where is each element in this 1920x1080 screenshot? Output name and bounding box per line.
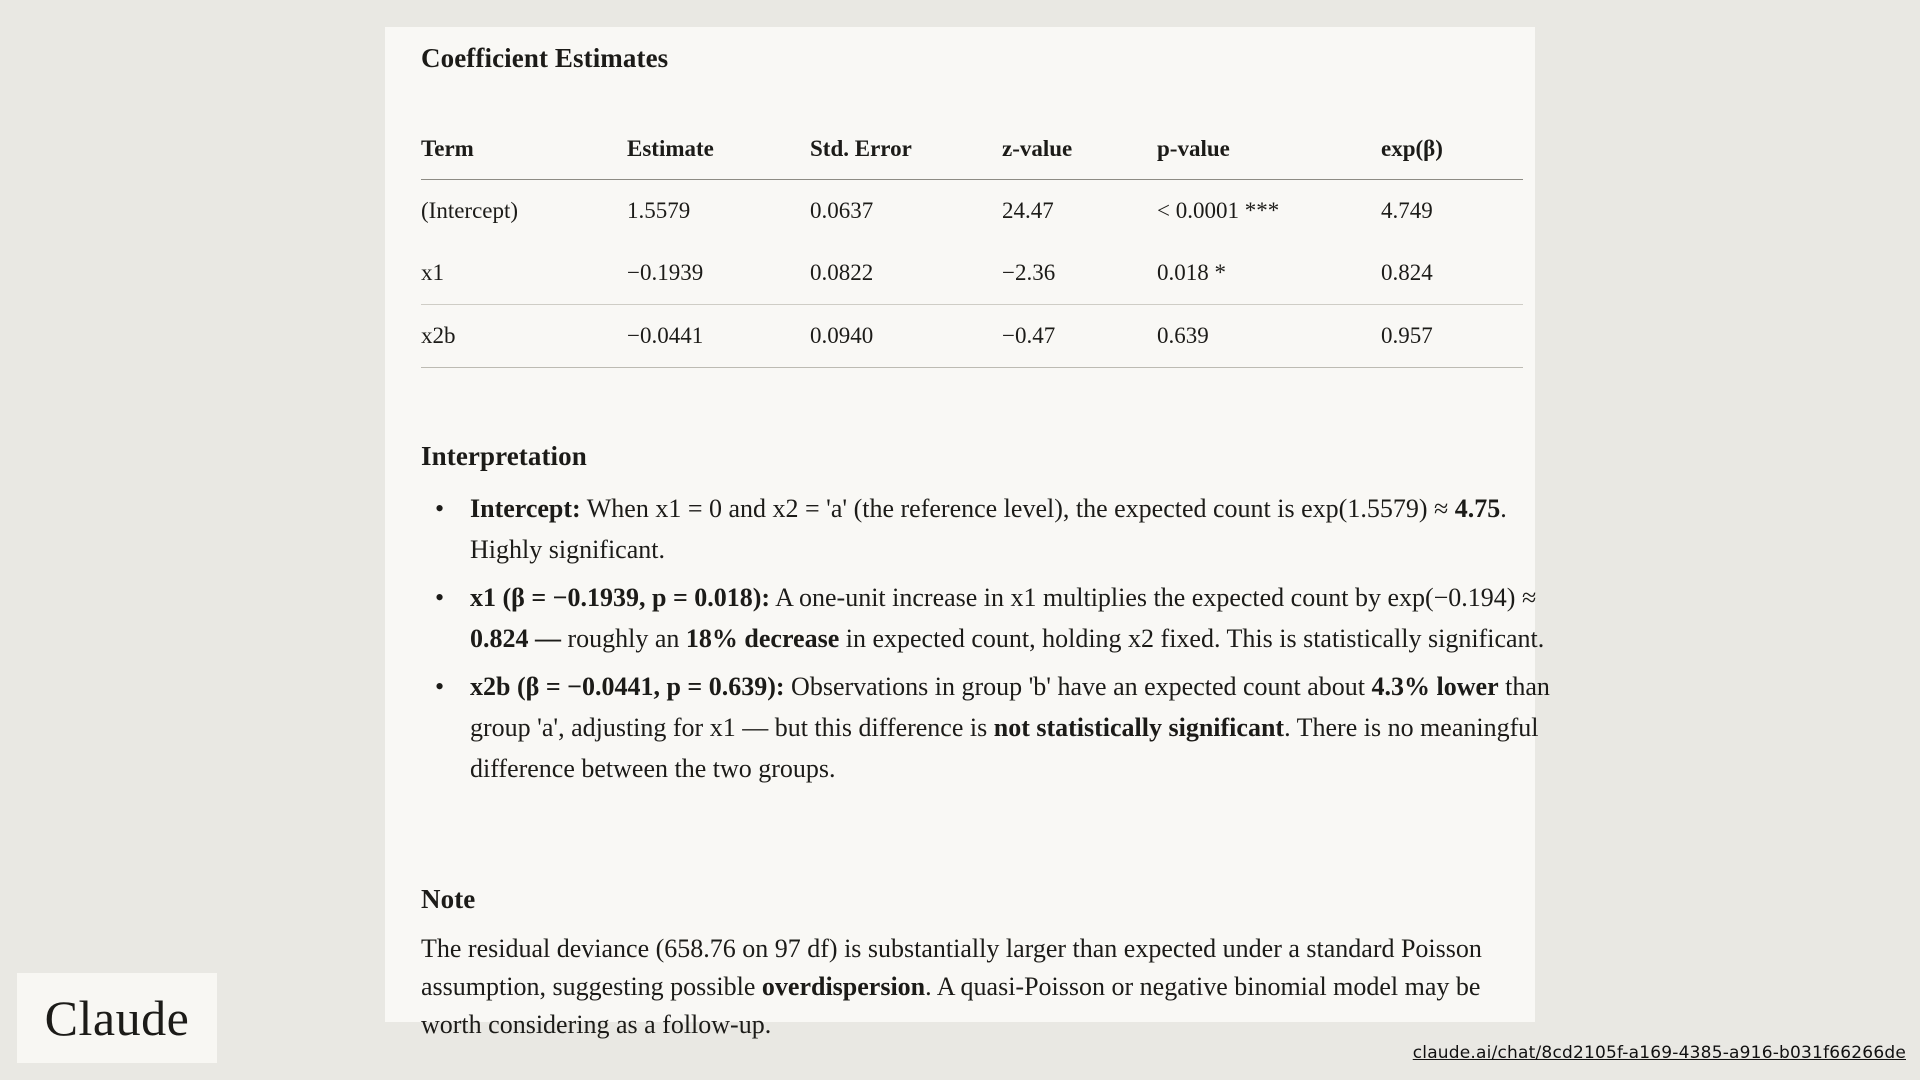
claude-logo: Claude	[17, 973, 217, 1063]
list-item	[435, 666, 1560, 789]
cell-term: x2b	[421, 305, 627, 368]
cell-std-error: 0.0822	[810, 242, 1002, 305]
cell-estimate: −0.0441	[627, 305, 810, 368]
item-bold: 0.824 —	[470, 624, 568, 653]
table-row	[421, 180, 1523, 243]
item-lead: x2b (β = −0.0441, p = 0.639):	[470, 672, 785, 701]
cell-p-value: < 0.0001 ***	[1157, 198, 1280, 223]
cell-exp-beta: 0.824	[1381, 242, 1523, 305]
note-text: . A quasi-Poisson or negative binomial model may be worth considering as a follow-up.	[421, 972, 1481, 1039]
coefficient-estimates-heading: Coefficient Estimates	[421, 43, 669, 73]
cell-exp-beta: 0.957	[1381, 305, 1523, 368]
note-bold: overdispersion	[761, 972, 926, 1001]
header-exp-beta: exp(β)	[1381, 119, 1523, 180]
item-bold: not statistically significant	[993, 713, 1285, 742]
item-text: When x1 = 0 and x2 = 'a' (the reference level), the expected count is exp(1.5579) ≈	[580, 494, 1455, 523]
item-lead: Intercept:	[470, 494, 581, 523]
table-header-row	[421, 119, 1523, 180]
item-text: A one-unit increase in x1 multiplies the expected count by exp(−0.194) ≈	[770, 583, 1537, 612]
item-text: in expected count, holding x2 fixed. This is statistically significant.	[839, 624, 1545, 653]
item-text: . Highly significant.	[470, 494, 1507, 564]
note-paragraph	[421, 930, 1501, 1044]
cell-p-value: 0.639	[1157, 305, 1381, 368]
bullet-marker: •	[435, 672, 445, 701]
list-item	[435, 488, 1560, 570]
cell-z-value: 24.47	[1002, 198, 1054, 223]
item-bold: 18% decrease	[685, 624, 840, 653]
cell-std-error: 0.0637	[810, 198, 874, 223]
cell-p-value: 0.018 *	[1157, 242, 1381, 305]
cell-estimate: −0.1939	[627, 242, 810, 305]
cell-z-value: −2.36	[1002, 242, 1157, 305]
header-p-value: p-value	[1157, 119, 1381, 180]
interpretation-list	[421, 488, 1560, 796]
interpretation-heading: Interpretation	[421, 441, 587, 471]
item-text: . There is no meaningful difference between the two groups.	[470, 713, 1539, 783]
item-text: roughly an	[567, 624, 686, 653]
cell-term: x1	[421, 242, 627, 305]
note-text: The residual deviance (658.76 on 97 df) is substantially larger than expected under a standard Poisson assumption, suggesting possible	[421, 934, 1482, 1001]
item-bold: 4.3% lower	[1371, 672, 1499, 701]
item-bold: 4.75	[1454, 494, 1501, 523]
cell-std-error: 0.0940	[810, 305, 1002, 368]
table-row	[421, 305, 1523, 368]
note-heading: Note	[421, 884, 476, 914]
bullet-marker: •	[435, 583, 445, 612]
list-item	[435, 577, 1560, 659]
bullet-marker: •	[435, 494, 445, 523]
item-text: Observations in group 'b' have an expected count about	[784, 672, 1372, 701]
header-z-value: z-value	[1002, 119, 1157, 180]
cell-z-value: −0.47	[1002, 305, 1157, 368]
item-text: than group 'a', adjusting for x1 — but this difference is	[470, 672, 1550, 742]
cell-exp-beta: 4.749	[1381, 198, 1433, 223]
cell-estimate: 1.5579	[627, 198, 691, 223]
response-card	[385, 27, 1550, 1039]
coefficient-table	[421, 119, 1523, 368]
header-std-error: Std. Error	[810, 119, 1002, 180]
cell-term: (Intercept)	[421, 198, 519, 223]
source-url-link[interactable]: claude.ai/chat/8cd2105f-a169-4385-a916-b031f66266de	[1412, 1043, 1906, 1063]
item-lead: x1 (β = −0.1939, p = 0.018):	[470, 583, 771, 612]
header-term: Term	[421, 119, 627, 180]
table-row	[421, 242, 1523, 305]
header-estimate: Estimate	[627, 119, 810, 180]
